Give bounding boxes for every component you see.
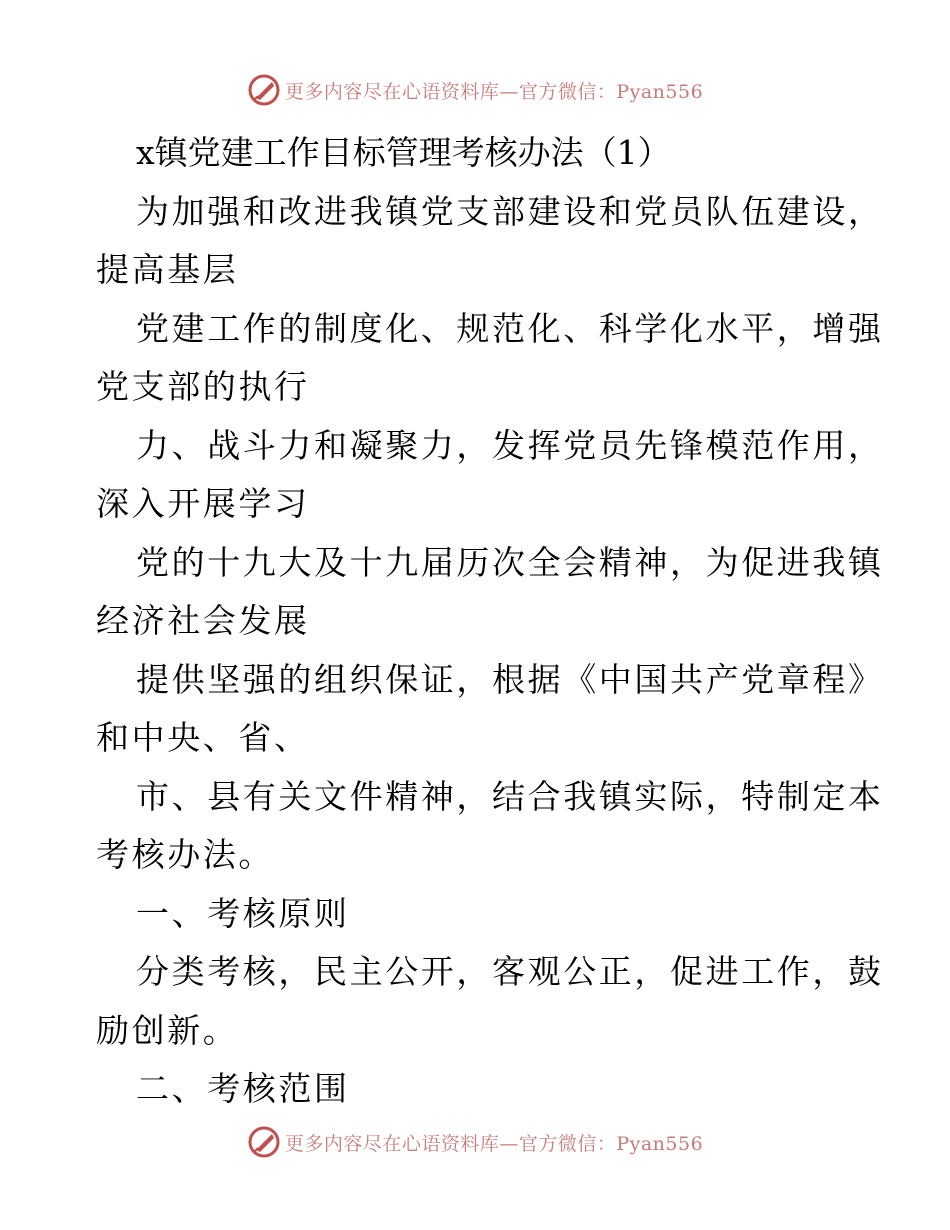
paragraph-line: 提供坚强的组织保证，根据《中国共产党章程》 [136,659,884,699]
paragraph-line: 分类考核，民主公开，客观公正，促进工作，鼓 [136,952,884,991]
paragraph-line: 经济社会发展 [96,601,310,640]
paragraph-line: 深入开展学习 [96,484,310,523]
paragraph-line: 为加强和改进我镇党支部建设和党员队伍建设， [136,191,884,231]
paragraph-line: 党建工作的制度化、规范化、科学化水平，增强 [136,308,884,348]
document-title: x镇党建工作目标管理考核办法（1） [136,133,671,172]
footer-banner-text: 更多内容尽在心语资料库—官方微信：Pyan556 [284,1132,704,1155]
paragraph-line: 提高基层 [96,250,239,289]
header-banner [0,70,950,110]
paragraph-line: 励创新。 [96,1010,239,1050]
section-heading: 一、考核原则 [136,893,350,933]
paragraph-line: 市、县有关文件精神，结合我镇实际，特制定本 [136,776,884,816]
document-body [96,124,884,1119]
paragraph-line: 和中央、省、 [96,718,310,757]
paragraph-line: 考核办法。 [96,835,274,874]
section-heading: 二、考核范围 [136,1069,350,1108]
paragraph-line: 党的十九大及十九届历次全会精神，为促进我镇 [136,542,884,582]
paragraph-line: 力、战斗力和凝聚力，发挥党员先锋模范作用， [136,425,884,465]
paragraph-line: 党支部的执行 [96,367,310,406]
header-banner-text: 更多内容尽在心语资料库—官方微信：Pyan556 [284,80,704,103]
footer-banner [0,1122,950,1162]
feather-pen-logo-icon [247,1125,281,1159]
feather-pen-logo-icon [247,73,281,107]
